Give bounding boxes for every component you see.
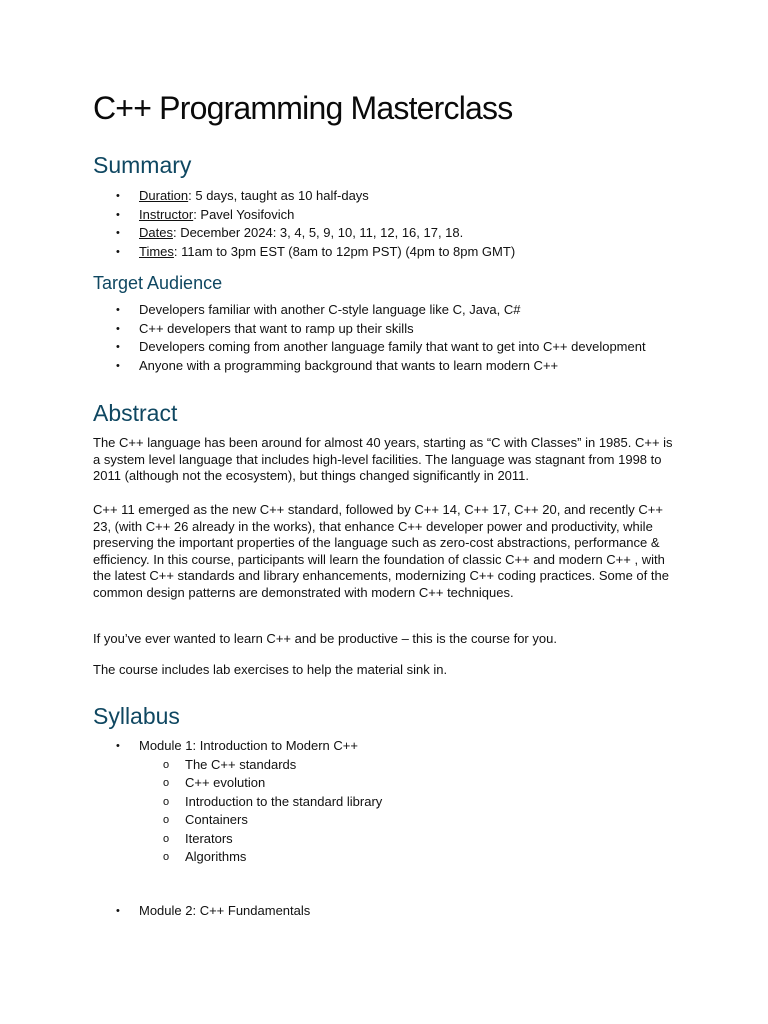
syllabus-list-continued <box>93 902 693 921</box>
bullet-icon: • <box>116 905 120 917</box>
summary-list <box>93 187 693 261</box>
list-item-text: C++ developers that want to ramp up their skills <box>139 320 414 336</box>
topic-item <box>93 774 693 793</box>
sub-bullet-icon: o <box>163 758 170 771</box>
topic-text: Introduction to the standard library <box>185 793 383 809</box>
abstract-paragraph-3: If you’ve ever wanted to learn C++ and be productive – this is the course for you. <box>93 631 557 646</box>
list-item-text: Anyone with a programming background that wants to learn modern C++ <box>139 357 559 373</box>
syllabus-list <box>93 737 693 867</box>
topic-text: C++ evolution <box>185 775 266 790</box>
module-item <box>93 902 693 921</box>
sub-bullet-icon: o <box>163 777 170 789</box>
topic-item <box>93 756 693 775</box>
module-title: Module 1: Introduction to Modern C++ <box>139 738 358 753</box>
topic-item <box>93 848 693 867</box>
bullet-icon: • <box>116 304 120 316</box>
summary-item-dates <box>93 224 693 243</box>
bullet-icon: • <box>116 740 120 752</box>
list-item <box>93 320 693 339</box>
summary-value: : 11am to 3pm EST (8am to 12pm PST) (4pm to 8pm GMT) <box>173 243 516 259</box>
summary-label: Instructor <box>139 206 194 222</box>
topic-list <box>93 756 693 867</box>
summary-item-instructor <box>93 206 693 225</box>
abstract-paragraph-4: The course includes lab exercises to help the material sink in. <box>93 662 448 677</box>
bullet-icon: • <box>116 208 120 221</box>
sub-bullet-icon: o <box>163 795 170 808</box>
sub-bullet-icon: o <box>163 832 170 845</box>
summary-item-times <box>93 243 693 262</box>
topic-text: The C++ standards <box>185 756 297 772</box>
topic-item <box>93 811 693 830</box>
syllabus-heading: Syllabus <box>93 703 180 729</box>
summary-label: Dates <box>139 225 173 240</box>
bullet-icon: • <box>116 227 120 239</box>
abstract-paragraph-2: C++ 11 emerged as the new C++ standard, followed by C++ 14, C++ 17, C++ 20, and recently C++ 23, (with C++ 26 already in the works), that enhance C++ developer power and productivity, while preserving the important properties of the language such as zero-cost abstractions, performance & efficiency. In this course, participants will learn the foundation of classic C++ and modern C++ , with the latest C++ standards and library enhancements, modernizing C++ coding practices. Some of the common design patterns are demonstrated with modern C++ techniques. <box>93 502 669 600</box>
module-topics <box>93 756 693 867</box>
list-item <box>93 301 693 320</box>
summary-value: : December 2024: 3, 4, 5, 9, 10, 11, 12, 16, 17, 18. <box>172 225 464 240</box>
page-title: C++ Programming Masterclass <box>93 90 513 126</box>
list-item <box>93 357 693 376</box>
summary-item-duration <box>93 187 693 206</box>
abstract-paragraph-1: The C++ language has been around for almost 40 years, starting as “C with Classes” in 1985. C++ is a system level language that includes high-level facilities. The language was stagnant from 1998 to 2011 (although not the ecosystem), but things changed significantly in 2011. <box>93 435 673 483</box>
sub-bullet-icon: o <box>163 851 170 863</box>
summary-label: Duration <box>139 188 189 203</box>
abstract-heading: Abstract <box>93 400 178 426</box>
summary-value: : 5 days, taught as 10 half-days <box>188 188 369 203</box>
bullet-icon: • <box>116 359 120 372</box>
module-item <box>93 737 693 756</box>
list-item-text: Developers familiar with another C-style language like C, Java, C# <box>139 302 521 317</box>
bullet-icon: • <box>116 322 120 335</box>
bullet-icon: • <box>116 341 120 353</box>
list-item-text: Developers coming from another language family that want to get into C++ development <box>139 339 646 354</box>
module-title: Module 2: C++ Fundamentals <box>139 903 311 918</box>
list-item <box>93 338 693 357</box>
summary-label: Times <box>139 243 174 259</box>
bullet-icon: • <box>116 190 120 202</box>
bullet-icon: • <box>116 245 120 258</box>
summary-value: : Pavel Yosifovich <box>193 206 295 222</box>
audience-heading: Target Audience <box>93 273 223 293</box>
summary-heading: Summary <box>93 152 192 178</box>
sub-bullet-icon: o <box>163 814 170 826</box>
topic-text: Containers <box>185 812 248 827</box>
topic-text: Algorithms <box>185 849 247 864</box>
topic-item <box>93 830 693 849</box>
topic-item <box>93 793 693 812</box>
topic-text: Iterators <box>185 830 233 846</box>
audience-list <box>93 301 693 375</box>
